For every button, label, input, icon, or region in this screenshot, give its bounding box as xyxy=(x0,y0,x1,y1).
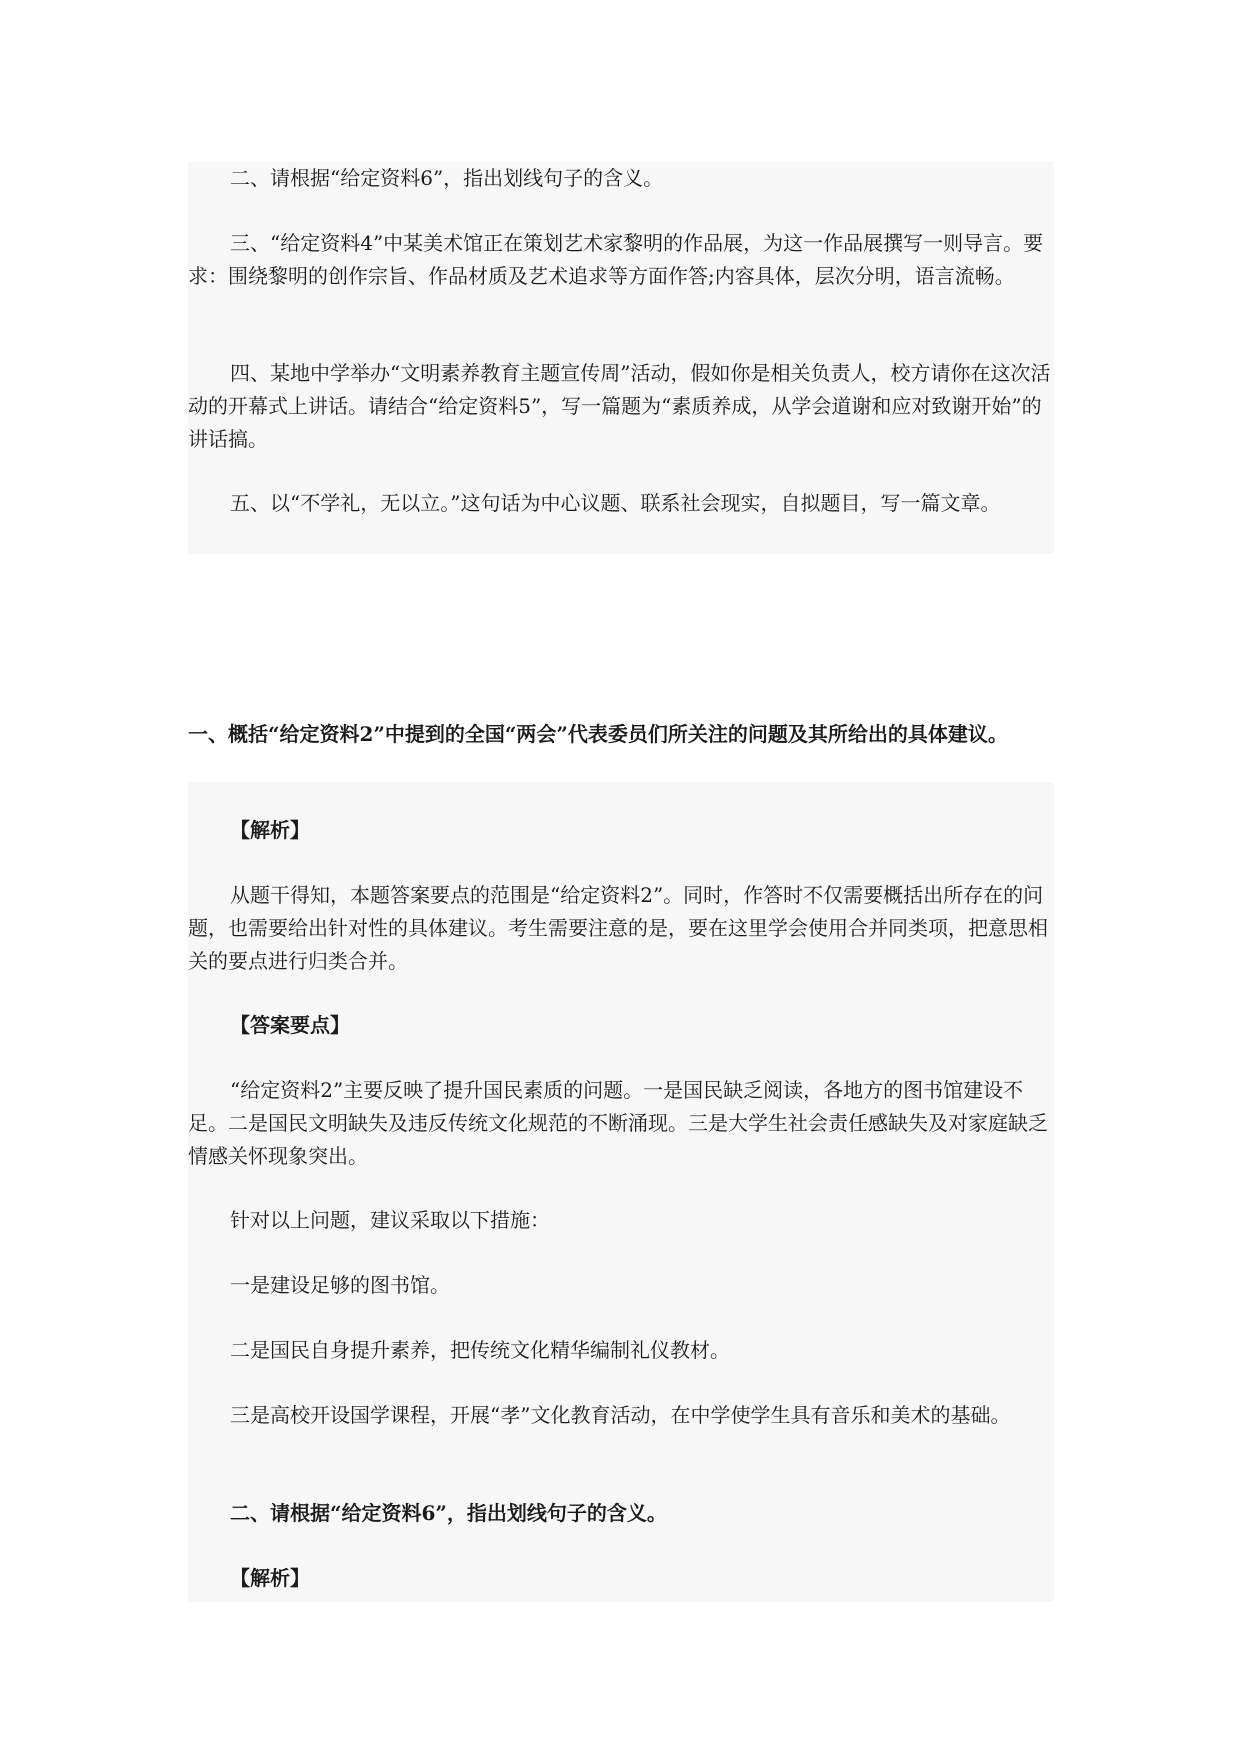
question-3: 三、“给定资料4”中某美术馆正在策划艺术家黎明的作品展，为这一作品展撰写一则导言。要求：围绕黎明的创作宗旨、作品材质及艺术追求等方面作答;内容具体，层次分明，语言流畅。 xyxy=(188,231,1044,288)
analysis-text: 从题干得知，本题答案要点的范围是“给定资料2”。同时，作答时不仅需要概括出所存在的问题，也需要给出针对性的具体建议。考生需要注意的是，要在这里学会使用合并同类项，把意思相关的要点进行归类合并。 xyxy=(188,883,1048,973)
answer-2-title: 二、请根据“给定资料6”，指出划线句子的含义。 xyxy=(230,1501,667,1525)
answer-block xyxy=(188,782,1054,1602)
measure-3: 三是高校开设国学课程，开展“孝”文化教育活动，在中学使学生具有音乐和美术的基础。 xyxy=(230,1403,1011,1427)
answer-2-analysis-label: 【解析】 xyxy=(230,1566,310,1590)
measures-intro: 针对以上问题，建议采取以下措施： xyxy=(230,1208,550,1232)
answer-1-title: 一、概括“给定资料2”中提到的全国“两会”代表委员们所关注的问题及其所给出的具体建议。 xyxy=(188,722,1008,746)
measure-2: 二是国民自身提升素养，把传统文化精华编制礼仪教材。 xyxy=(230,1338,730,1362)
question-5: 五、以“不学礼，无以立。”这句话为中心议题、联系社会现实，自拟题目，写一篇文章。 xyxy=(230,491,1001,515)
key-points-text: “给定资料2”主要反映了提升国民素质的问题。一是国民缺乏阅读，各地方的图书馆建设不足。二是国民文明缺失及违反传统文化规范的不断涌现。三是大学生社会责任感缺失及对家庭缺乏情感关怀现象突出。 xyxy=(188,1078,1048,1168)
questions-block xyxy=(188,162,1054,554)
question-2: 二、请根据“给定资料6”，指出划线句子的含义。 xyxy=(230,166,664,190)
question-4: 四、某地中学举办“文明素养教育主题宣传周”活动，假如你是相关负责人，校方请你在这次活动的开幕式上讲话。请结合“给定资料5”，写一篇题为“素质养成，从学会道谢和应对致谢开始”的讲话搞。 xyxy=(188,361,1051,451)
analysis-label: 【解析】 xyxy=(230,818,310,842)
measure-1: 一是建设足够的图书馆。 xyxy=(230,1273,450,1297)
key-points-label: 【答案要点】 xyxy=(230,1013,350,1037)
